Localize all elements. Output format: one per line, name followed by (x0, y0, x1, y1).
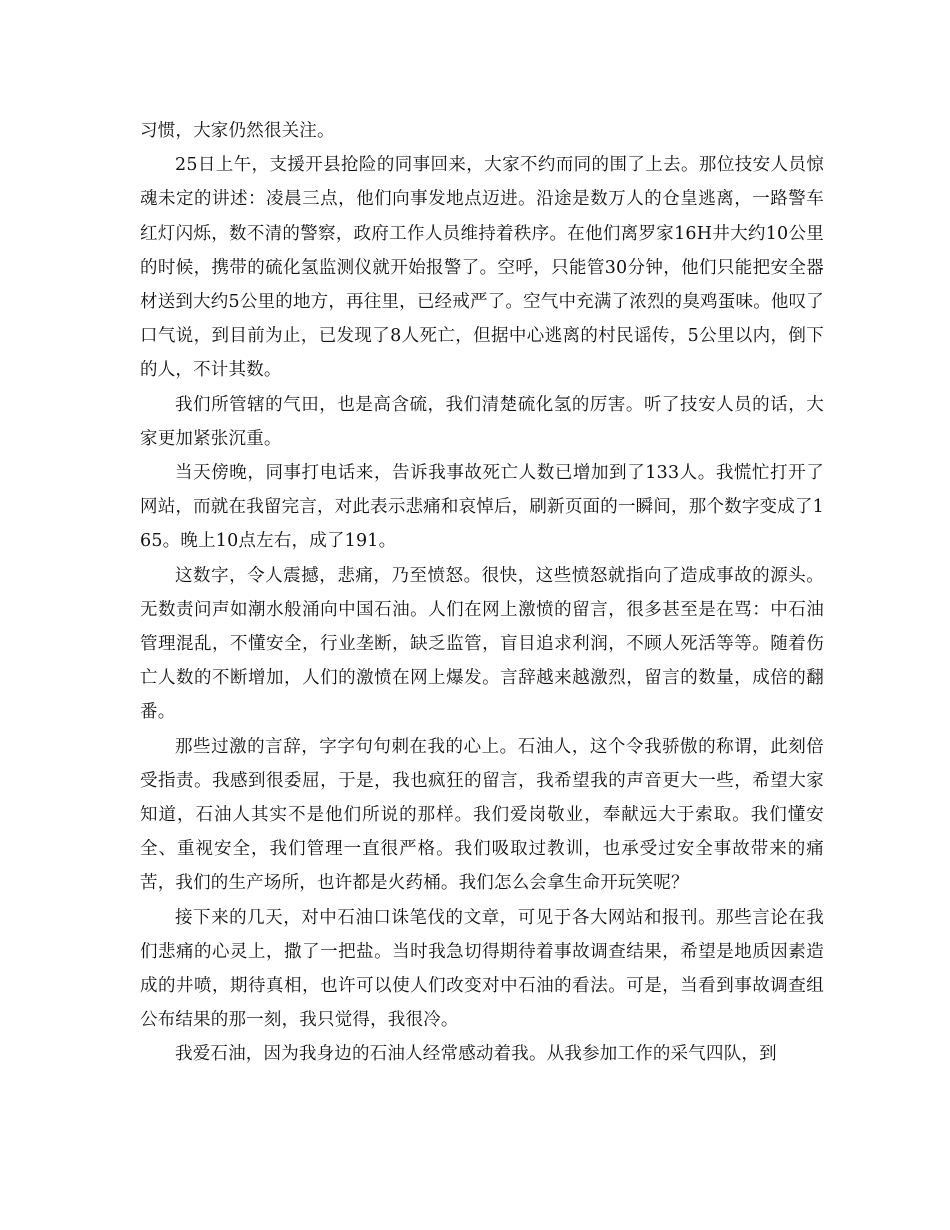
document-body (140, 114, 824, 1072)
paragraph-1: 习惯，大家仍然很关注。 (140, 121, 335, 141)
paragraph-7: 接下来的几天，对中石油口诛笔伐的文章，可见于各大网站和报刊。那些言论在我们悲痛的心灵上，撒了一把盐。当时我急切得期待着事故调查结果，希望是地质因素造成的井喷，期待真相，也许可以使人们改变对中石油的看法。可是，当看到事故调查组公布结果的那一刻，我只觉得，我很冷。 (140, 907, 824, 1031)
paragraph-6: 那些过激的言辞，字字句句刺在我的心上。石油人，这个令我骄傲的称谓，此刻倍受指责。我感到很委屈，于是，我也疯狂的留言，我希望我的声音更大一些，希望大家知道，石油人其实不是他们所说的那样。我们爱岗敬业，奉献远大于索取。我们懂安全、重视安全，我们管理一直很严格。我们吸取过教训，也承受过安全事故带来的痛苦，我们的生产场所，也许都是火药桶。我们怎么会拿生命开玩笑呢？ (140, 736, 824, 894)
paragraph-8: 我爱石油，因为我身边的石油人经常感动着我。从我参加工作的采气四队，到 (175, 1044, 777, 1065)
paragraph-3: 我们所管辖的气田，也是高含硫，我们清楚硫化氢的厉害。听了技安人员的话，大家更加紧张沉重。 (140, 394, 824, 449)
paragraph-4: 当天傍晚，同事打电话来，告诉我事故死亡人数已增加到了133人。我慌忙打开了网站，而就在我留完言，对此表示悲痛和哀悼后，刷新页面的一瞬间，那个数字变成了165。晚上10点左右，成了191。 (140, 463, 824, 552)
paragraph-2: 25日上午，支援开县抢险的同事回来，大家不约而同的围了上去。那位技安人员惊魂未定的讲述：凌晨三点，他们向事发地点迈进。沿途是数万人的仓皇逃离，一路警车红灯闪烁，数不清的警察，政府工作人员维持着秩序。在他们离罗家16H井大约10公里的时候，携带的硫化氢监测仪就开始报警了。空呼，只能管30分钟，他们只能把安全器材送到大约5公里的地方，再往里，已经戒严了。空气中充满了浓烈的臭鸡蛋味。他叹了口气说，到目前为止，已发现了8人死亡，但据中心逃离的村民谣传，5公里以内，倒下的人，不计其数。 (140, 155, 824, 381)
paragraph-5: 这数字，令人震撼，悲痛，乃至愤怒。很快，这些愤怒就指向了造成事故的源头。无数责问声如潮水般涌向中国石油。人们在网上激愤的留言，很多甚至是在骂：中石油管理混乱，不懂安全，行业垄断，缺乏监管，盲目追求利润，不顾人死活等等。随着伤亡人数的不断增加，人们的激愤在网上爆发。言辞越来越激烈，留言的数量，成倍的翻番。 (140, 565, 824, 723)
